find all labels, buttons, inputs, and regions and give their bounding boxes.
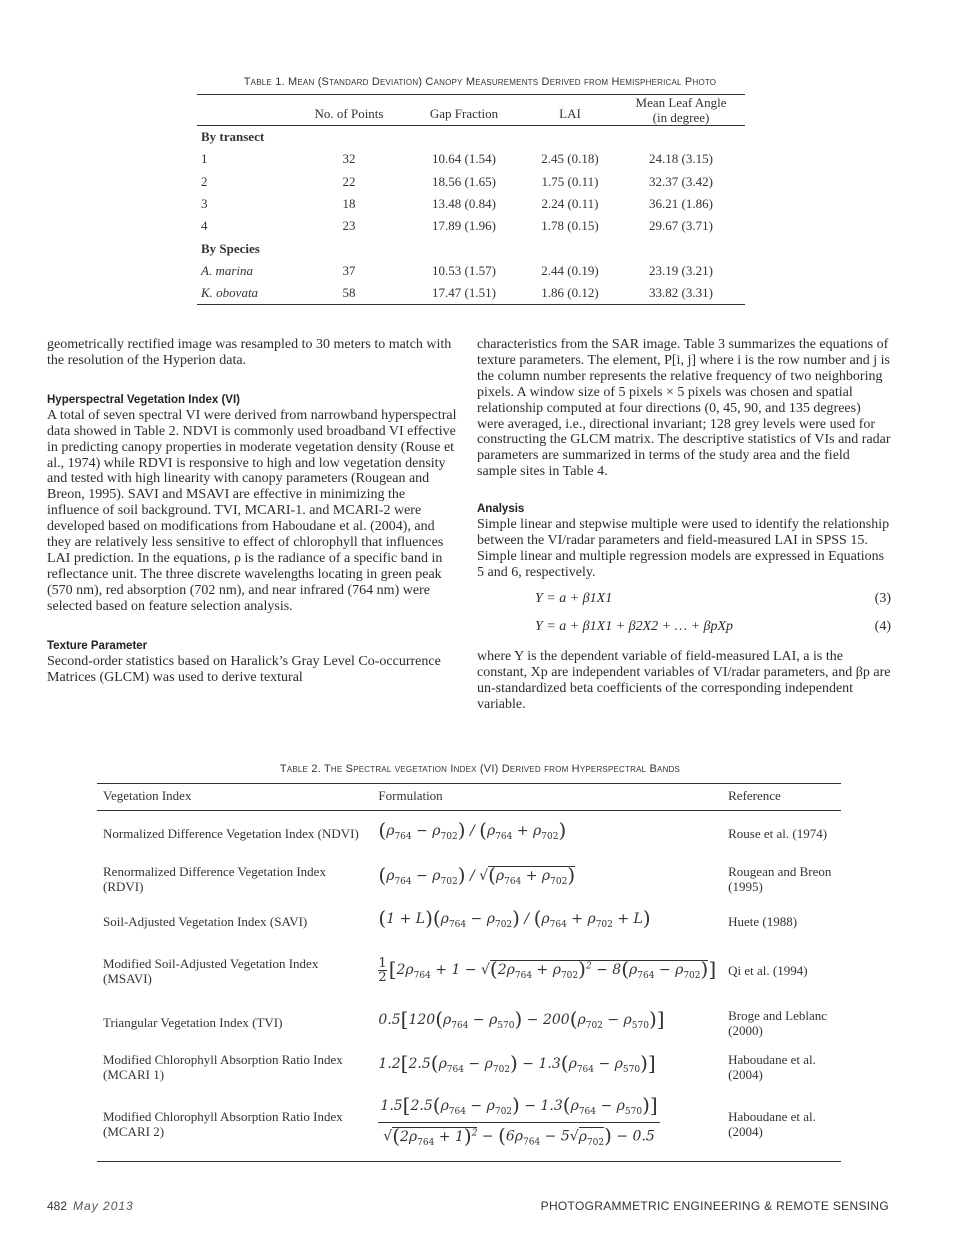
table-cell: 17.47 (1.51) (405, 282, 523, 305)
table-cell: 29.67 (3.71) (649, 218, 713, 234)
table-cell: 1.78 (0.15) (541, 218, 599, 234)
vi-reference: Haboudane et al. (2004) (722, 1088, 841, 1162)
table2-header-cell: Vegetation Index (97, 784, 372, 811)
vi-formula: $(\rho_{764} - \rho_{702}) / √(\rho_{764} + \rho_{702})$ (378, 863, 576, 888)
table-row (97, 1046, 841, 1088)
table2-caption: Table 2. The Spectral vegetation Index (VI) Derived from Hyperspectral Bands (279, 763, 681, 775)
table-cell: 32 (342, 151, 356, 167)
vi-reference: Rouse et al. (1974) (728, 826, 828, 842)
table2-header-cell: Reference (722, 784, 841, 811)
vi-formula: $0.5[120(\rho_{764} - \rho_{570}) - 200(\rho_{702} - \rho_{570})]$ (378, 1006, 665, 1031)
body-paragraph: characteristics from the SAR image. Table 3 summarizes the equations of texture parameters. The element, P[i, j] where i is the row number and j is the column number represents the relative frequency of two neighboring pixels. A window size of 5 pixels × 5 pixels was chosen and spatial relationship computed at four directions (0, 45, 90, and 135 degrees) were averaged, i.e., directional invariant; 128 grey levels were used for constructing the GLCM matrix. The descriptive statistics of VIs and radar parameters are summarized in terms of the study area and the field sample sites in Table 4. (477, 337, 891, 480)
table-cell: 2.45 (0.18) (541, 151, 599, 167)
table1-group-row (197, 237, 745, 259)
table-row (97, 902, 841, 942)
table-row (97, 857, 841, 902)
journal-name: PHOTOGRAMMETRIC ENGINEERING & REMOTE SENSING (540, 1199, 889, 1213)
table-cell: A. marina (201, 262, 253, 278)
table-row (97, 1088, 841, 1162)
vi-formula: $\frac{1.5[2.5(\rho_{764} - \rho_{702}) - 1.3(\rho_{764} - \rho_{570})]}{√(2\rho_{764} + 1)^2 - (6\rho_{764} - 5√\rho_{702}) - 0.5}$ (372, 1088, 722, 1162)
vi-formula: $1.2[2.5(\rho_{764} - \rho_{702}) - 1.3(\rho_{764} - \rho_{570})]$ (378, 1050, 656, 1075)
table-cell: K. obovata (197, 282, 293, 305)
vi-name: Renormalized Difference Vegetation Index (RDVI) (103, 864, 326, 894)
vi-reference: Broge and Leblanc (2000) (728, 1007, 828, 1038)
table2-header-cell: Formulation (372, 784, 722, 811)
vi-name: Modified Soil-Adjusted Vegetation Index (MSAVI) (103, 955, 319, 986)
table-cell: 1 (201, 151, 208, 167)
body-paragraph: where Y is the dependent variable of field-measured LAI, a is the constant, Xp are independent variables of VI/radar parameters, and βp are un-standardized beta coefficients of the corresponding independent variable. (477, 648, 891, 712)
vi-formula: $(1 + L)(\rho_{764} - \rho_{702}) / (\rho_{764} + \rho_{702} + L)$ (378, 905, 651, 930)
equation-4-expression: Y = a + β1X1 + β2X2 + … + βpXp (535, 618, 734, 634)
table-cell: 58 (293, 282, 405, 305)
issue-date: May 2013 (73, 1199, 134, 1213)
table1-header-cell: Gap Fraction (405, 95, 523, 126)
table1-header-cell: LAI (523, 95, 617, 126)
section-heading-analysis: Analysis (477, 503, 525, 516)
table-row (197, 282, 745, 305)
vi-name: Modified Chlorophyll Absorption Ratio Index (MCARI 1) (103, 1051, 343, 1082)
vi-formula: $(\rho_{764} - \rho_{702}) / (\rho_{764} + \rho_{702})$ (378, 817, 567, 842)
vi-name: Triangular Vegetation Index (TVI) (103, 1015, 283, 1030)
page-number: 482 (47, 1199, 68, 1213)
table1-header-cell (197, 95, 293, 126)
table-cell: 23 (342, 218, 356, 234)
table1-header-row (197, 95, 745, 126)
table-cell: 2.44 (0.19) (541, 262, 599, 278)
vi-name: Modified Chlorophyll Absorption Ratio Index (MCARI 2) (97, 1088, 372, 1162)
equation-3-expression: Y = a + β1X1 (535, 590, 613, 606)
table-cell: 22 (342, 173, 356, 189)
table-row (197, 148, 745, 170)
table-cell: 32.37 (3.42) (649, 173, 713, 189)
table-cell: 4 (201, 218, 208, 234)
table-cell: 37 (342, 262, 356, 278)
table-cell: 1.86 (0.12) (523, 282, 617, 305)
table2 (97, 783, 841, 1162)
vi-reference: Huete (1988) (728, 914, 798, 929)
body-paragraph: Simple linear and stepwise multiple were used to identify the relationship between the VI/radar parameters and field-measured LAI in SPSS 15. Simple linear and multiple regression models are expressed in Equations 5 and 6, respectively. (477, 517, 890, 580)
table-row (97, 1000, 841, 1046)
vi-reference: Qi et al. (1994) (728, 963, 808, 978)
table-cell: 17.89 (1.96) (432, 218, 496, 234)
body-paragraph: geometrically rectified image was resampled to 30 meters to match with the resolution of the Hyperion data. (47, 337, 452, 368)
table-cell: 36.21 (1.86) (649, 196, 713, 212)
vi-reference: Haboudane et al. (2004) (728, 1051, 816, 1082)
table-cell: 10.64 (1.54) (432, 151, 496, 167)
equation-3-number: (3) (874, 590, 891, 606)
table1-group-label: By transect (201, 129, 265, 145)
table-cell: 18 (342, 196, 356, 212)
body-paragraph: Second-order statistics based on Haralick’s Gray Level Co-occurrence Matrices (GLCM) was used to derive textural (47, 653, 441, 685)
table1-caption: Table 1. Mean (Standard Deviation) Canopy Measurements Derived from Hemispherical Photo (243, 76, 717, 88)
table-cell: 24.18 (3.15) (649, 151, 713, 167)
table-cell: 13.48 (0.84) (432, 196, 496, 212)
equation-3 (477, 587, 891, 615)
table-row (197, 193, 745, 215)
table-cell: 3 (201, 196, 208, 212)
table-cell: 23.19 (3.21) (649, 262, 713, 278)
table2-header-row (97, 784, 841, 811)
equation-4 (477, 615, 891, 643)
table-cell: 2 (201, 173, 208, 189)
table-cell: 10.53 (1.57) (432, 262, 496, 278)
table-row (97, 942, 841, 1000)
table1-group-row (197, 126, 745, 149)
vi-formula: $\frac{1}{2}$ $[2\rho_{764} + 1 - √(2\rho_{764} + \rho_{702})^2 - 8(\rho_{764} - \rho_{702})]$ (378, 955, 717, 985)
section-heading-texture: Texture Parameter (47, 639, 148, 652)
table-cell: 2.24 (0.11) (541, 196, 599, 212)
table-cell: 1.75 (0.11) (541, 173, 599, 189)
section-heading-vi: Hyperspectral Vegetation Index (VI) (47, 393, 241, 406)
table1-header-cell: No. of Points (293, 95, 405, 126)
vi-name: Soil-Adjusted Vegetation Index (SAVI) (103, 914, 308, 929)
page-footer-left (47, 1199, 134, 1213)
table1 (197, 94, 745, 305)
table1-group-label: By Species (201, 240, 260, 256)
table-cell: 18.56 (1.65) (432, 173, 496, 189)
left-column (47, 337, 459, 685)
table-row (197, 215, 745, 237)
table-row (197, 260, 745, 282)
table-row (97, 811, 841, 857)
body-paragraph: A total of seven spectral VI were derived from narrowband hyperspectral data showed in Table 2. NDVI is commonly used broadband VI effective in predicting canopy properties in moderate vegetation density (Rouse et al., 1974) while RDVI is responsive to high and low vegetation density and tested with high linearity with canopy parameters (Rougean and Breon, 1995). SAVI and MSAVI are effective in minimizing the influence of soil background. TVI, MCARI-1. and MCARI-2 were developed based on modifications from Haboudane et al. (2004), and they are relatively less sensitive to effect of chlorophyll that influences LAI prediction. In the equations, ρ is the radiance of a specific band in reflectance unit. The three discrete wavelengths locating in green peak (570 nm), red absorption (702 nm), and near infrared (764 nm) were selected based on feature selection analysis. (47, 407, 457, 614)
table1-header-cell: Mean Leaf Angle (in degree) (617, 95, 745, 126)
right-column (477, 337, 891, 712)
table-cell: 33.82 (3.31) (617, 282, 745, 305)
table-row (197, 171, 745, 193)
equation-4-number: (4) (874, 618, 891, 634)
vi-reference: Rougean and Breon (1995) (728, 864, 832, 894)
vi-name: Normalized Difference Vegetation Index (NDVI) (103, 826, 359, 842)
